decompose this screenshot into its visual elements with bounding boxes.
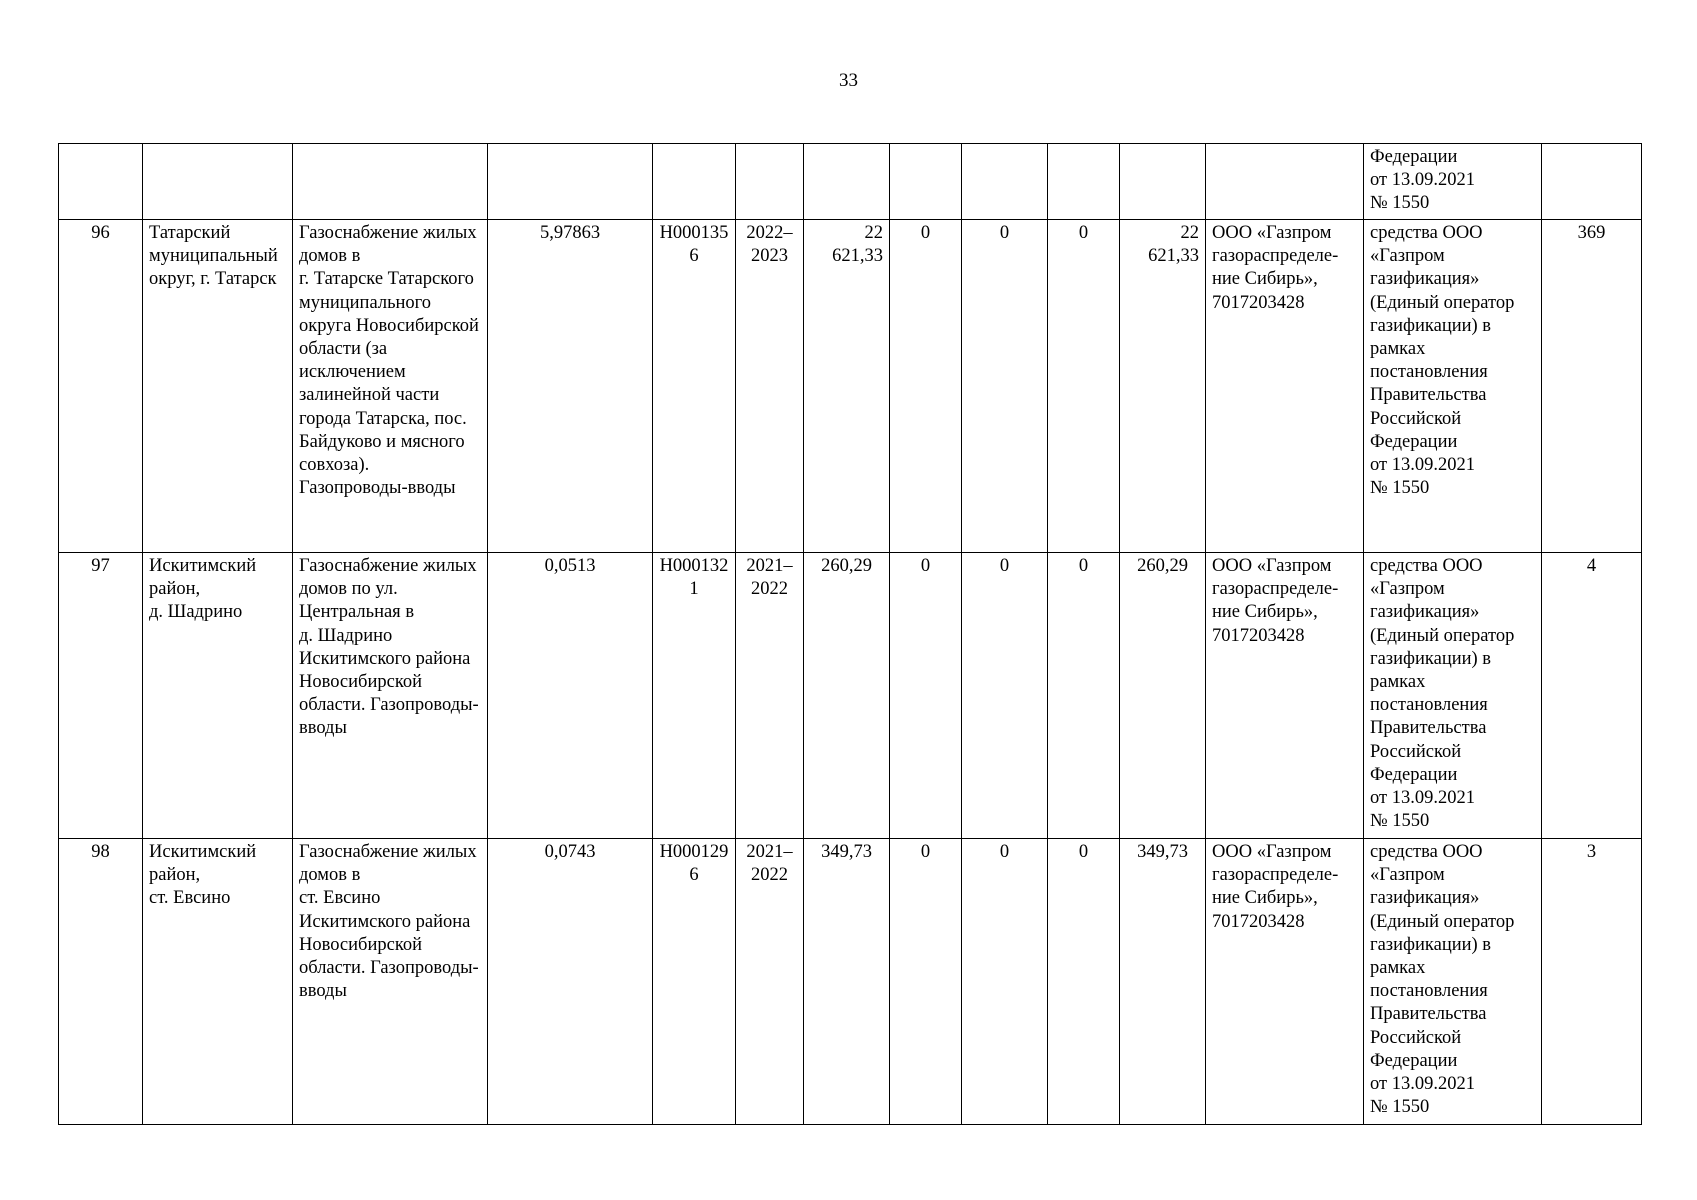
cell-v3: 0: [1048, 220, 1120, 553]
cell-length: 0,0743: [488, 839, 653, 1125]
table-row: [59, 553, 1642, 839]
cell-code: [653, 144, 736, 220]
table-row: [59, 220, 1642, 553]
cell-v1: 0: [890, 839, 962, 1125]
carryover-row: [59, 144, 1642, 220]
cell-v3: 0: [1048, 553, 1120, 839]
cell-total: 349,73: [804, 839, 890, 1125]
cell-v2: 0: [962, 220, 1048, 553]
gasification-table: [58, 143, 1642, 1125]
cell-num: 98: [59, 839, 143, 1125]
cell-municipality: Искитимский район, д. Шадрино: [143, 553, 293, 839]
cell-v3: [1048, 144, 1120, 220]
cell-object: Газоснабжение жилых домов в г. Татарске Татарского муниципального округа Новосибирской области (за исключением залинейной части города Татарска, пос. Байдуково и мясного совхоза). Газопроводы-вводы: [293, 220, 488, 553]
cell-municipality: Искитимский район, ст. Евсино: [143, 839, 293, 1125]
cell-source: Федерации от 13.09.2021 № 1550: [1364, 144, 1542, 220]
cell-source: средства ООО «Газпром газификация» (Единый оператор газификации) в рамках постановления Правительства Российской Федерации от 13.09.2021 № 1550: [1364, 553, 1542, 839]
cell-code: Н000129 6: [653, 839, 736, 1125]
cell-years: 2021– 2022: [736, 839, 804, 1125]
cell-v3: 0: [1048, 839, 1120, 1125]
cell-code: Н000132 1: [653, 553, 736, 839]
cell-total: 22 621,33: [804, 220, 890, 553]
cell-years: 2022– 2023: [736, 220, 804, 553]
cell-v1: 0: [890, 553, 962, 839]
cell-years: 2021– 2022: [736, 553, 804, 839]
cell-object: [293, 144, 488, 220]
cell-object: Газоснабжение жилых домов по ул. Центральная в д. Шадрино Искитимского района Новосибирской области. Газопроводы-вводы: [293, 553, 488, 839]
cell-num: 97: [59, 553, 143, 839]
cell-executor: ООО «Газпром газораспределе-ние Сибирь», 7017203428: [1206, 220, 1364, 553]
cell-v1: [890, 144, 962, 220]
cell-count: [1542, 144, 1642, 220]
table-row: [59, 839, 1642, 1125]
cell-num: 96: [59, 220, 143, 553]
cell-years: [736, 144, 804, 220]
cell-num: [59, 144, 143, 220]
cell-total: 260,29: [804, 553, 890, 839]
cell-v4: 22 621,33: [1120, 220, 1206, 553]
cell-count: 4: [1542, 553, 1642, 839]
cell-v2: [962, 144, 1048, 220]
cell-executor: ООО «Газпром газораспределе-ние Сибирь», 7017203428: [1206, 553, 1364, 839]
cell-length: [488, 144, 653, 220]
cell-v4: [1120, 144, 1206, 220]
cell-v4: 349,73: [1120, 839, 1206, 1125]
cell-total: [804, 144, 890, 220]
cell-code: Н000135 6: [653, 220, 736, 553]
cell-municipality: [143, 144, 293, 220]
cell-v2: 0: [962, 553, 1048, 839]
page-number: 33: [839, 70, 858, 91]
cell-count: 3: [1542, 839, 1642, 1125]
cell-object: Газоснабжение жилых домов в ст. Евсино Искитимского района Новосибирской области. Газопроводы-вводы: [293, 839, 488, 1125]
cell-source: средства ООО «Газпром газификация» (Единый оператор газификации) в рамках постановления Правительства Российской Федерации от 13.09.2021 № 1550: [1364, 839, 1542, 1125]
cell-length: 5,97863: [488, 220, 653, 553]
cell-municipality: Татарский муниципальный округ, г. Татарск: [143, 220, 293, 553]
cell-length: 0,0513: [488, 553, 653, 839]
cell-v1: 0: [890, 220, 962, 553]
cell-v4: 260,29: [1120, 553, 1206, 839]
cell-v2: 0: [962, 839, 1048, 1125]
cell-source: средства ООО «Газпром газификация» (Единый оператор газификации) в рамках постановления Правительства Российской Федерации от 13.09.2021 № 1550: [1364, 220, 1542, 553]
cell-executor: ООО «Газпром газораспределе-ние Сибирь», 7017203428: [1206, 839, 1364, 1125]
cell-count: 369: [1542, 220, 1642, 553]
cell-executor: [1206, 144, 1364, 220]
